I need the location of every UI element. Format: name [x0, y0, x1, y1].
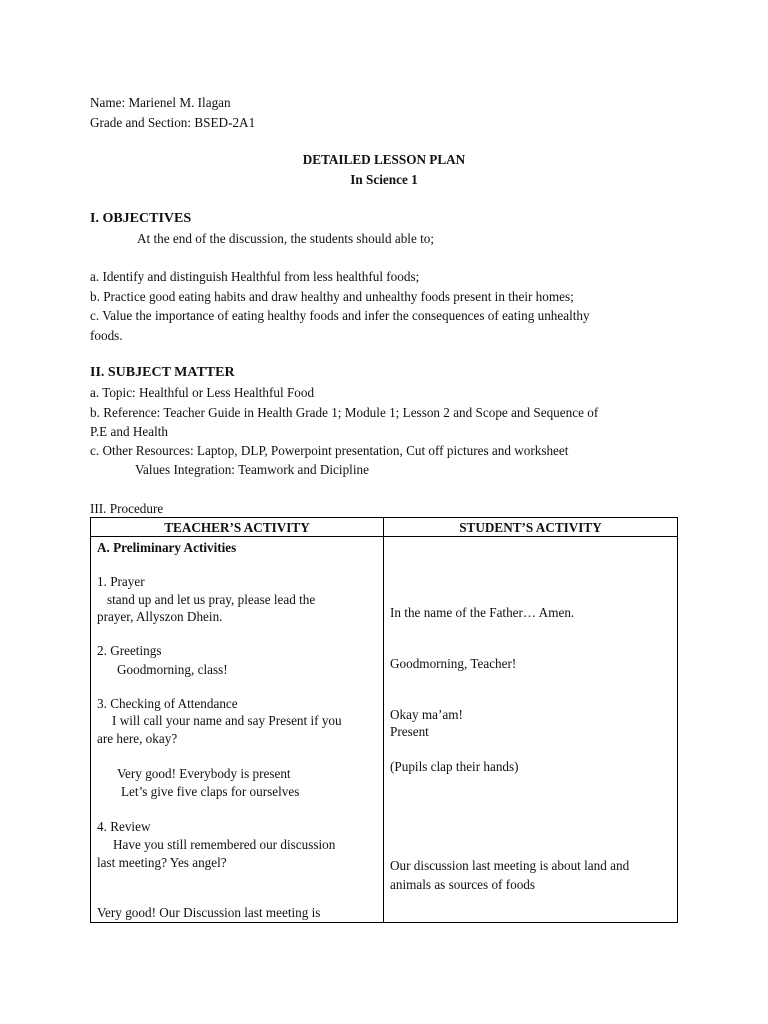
table-border-right	[677, 517, 678, 923]
table-border-left	[90, 517, 91, 923]
attendance-student-claps: (Pupils clap their hands)	[390, 759, 519, 774]
subject-resources-line: c. Other Resources: Laptop, DLP, Powerpoint presentation, Cut off pictures and worksheet	[90, 443, 569, 458]
student-name-line: Name: Marienel M. Ilagan	[90, 95, 231, 110]
review-student-response: Our discussion last meeting is about land and	[390, 858, 630, 873]
subject-matter-heading: II. SUBJECT MATTER	[90, 365, 235, 380]
attendance-student-present: Present	[390, 724, 429, 739]
preliminary-activities-heading: A. Preliminary Activities	[97, 540, 237, 555]
prayer-teacher-text: stand up and let us pray, please lead the	[107, 592, 316, 607]
prayer-title: 1. Prayer	[97, 574, 145, 589]
document-subtitle: In Science 1	[350, 172, 418, 187]
review-teacher-text: Have you still remembered our discussion	[113, 837, 336, 852]
review-teacher-text-continued: last meeting? Yes angel?	[97, 855, 227, 870]
attendance-claps-text: Let’s give five claps for ourselves	[121, 784, 300, 799]
greetings-student-response: Goodmorning, Teacher!	[390, 656, 517, 671]
prayer-student-response: In the name of the Father… Amen.	[390, 605, 575, 620]
values-integration-line: Values Integration: Teamwork and Dicipline	[135, 462, 369, 477]
objectives-heading: I. OBJECTIVES	[90, 211, 192, 226]
attendance-teacher-text-continued: are here, okay?	[97, 731, 178, 746]
student-activity-header: STUDENT’S ACTIVITY	[459, 520, 602, 535]
attendance-title: 3. Checking of Attendance	[97, 696, 238, 711]
review-teacher-followup: Very good! Our Discussion last meeting is	[97, 905, 321, 920]
objective-item: a. Identify and distinguish Healthful from less healthful foods;	[90, 269, 420, 284]
objective-item: b. Practice good eating habits and draw healthy and unhealthy foods present in their homes;	[90, 289, 574, 304]
grade-section-line: Grade and Section: BSED-2A1	[90, 115, 256, 130]
review-title: 4. Review	[97, 819, 151, 834]
objectives-intro: At the end of the discussion, the students should able to;	[137, 231, 435, 246]
attendance-praise-text: Very good! Everybody is present	[117, 766, 291, 781]
objective-item-continued: foods.	[90, 328, 123, 343]
document-title: DETAILED LESSON PLAN	[302, 152, 466, 167]
table-border-bottom	[90, 922, 678, 923]
objective-item: c. Value the importance of eating healthy foods and infer the consequences of eating unhealthy	[90, 308, 590, 323]
prayer-teacher-text-continued: prayer, Allyszon Dhein.	[97, 609, 223, 624]
subject-reference-line: b. Reference: Teacher Guide in Health Grade 1; Module 1; Lesson 2 and Scope and Sequence of	[90, 405, 599, 420]
attendance-teacher-text: I will call your name and say Present if you	[112, 713, 342, 728]
attendance-student-response: Okay ma’am!	[390, 707, 463, 722]
teacher-activity-header: TEACHER’S ACTIVITY	[164, 520, 310, 535]
procedure-heading: III. Procedure	[90, 501, 164, 516]
review-student-response-continued: animals as sources of foods	[390, 877, 536, 892]
subject-topic-line: a. Topic: Healthful or Less Healthful Food	[90, 385, 315, 400]
greetings-title: 2. Greetings	[97, 643, 162, 658]
subject-reference-continued: P.E and Health	[90, 424, 169, 439]
greetings-teacher-text: Goodmorning, class!	[117, 662, 228, 677]
